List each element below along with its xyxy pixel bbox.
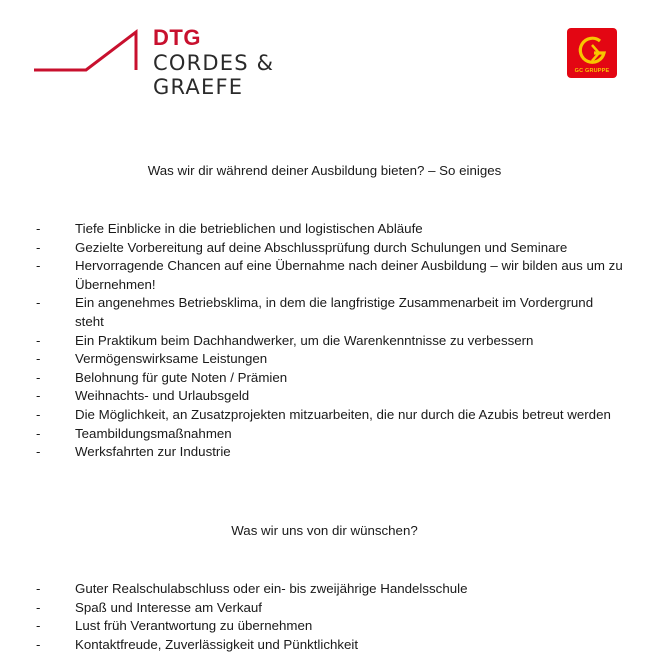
- list-bullet: -: [36, 618, 41, 634]
- list-item-text: Hervorragende Chancen auf eine Übernahme nach deiner Ausbildung – wir bilden aus um zu Übernehmen!: [75, 258, 623, 292]
- list-item: [0, 617, 649, 636]
- logo-company-text: CORDES & GRAEFE: [153, 51, 275, 99]
- list-bullet: -: [36, 444, 41, 460]
- wishes-list: [0, 580, 649, 654]
- list-bullet: -: [36, 581, 41, 596]
- list-bullet: -: [36, 295, 41, 311]
- list-bullet: -: [36, 239, 41, 255]
- list-item-text: Guter Realschulabschluss oder ein- bis zweijährige Handelsschule: [75, 581, 468, 596]
- list-bullet: -: [36, 351, 41, 367]
- list-item: [0, 425, 649, 444]
- list-item: [0, 350, 649, 369]
- list-item-text: Teambildungsmaßnahmen: [75, 425, 232, 441]
- list-item: [0, 406, 649, 425]
- list-item: [0, 387, 649, 406]
- list-bullet: -: [36, 388, 41, 404]
- list-item-text: Kontaktfreude, Zuverlässigkeit und Pünktlichkeit: [75, 636, 359, 652]
- section-heading-wishes: Was wir uns von dir wünschen?: [231, 523, 418, 538]
- list-bullet: -: [36, 369, 41, 385]
- list-item: [0, 636, 649, 655]
- list-bullet: -: [36, 258, 41, 274]
- list-item-text: Gezielte Vorbereitung auf deine Abschlussprüfung durch Schulungen und Seminare: [75, 239, 568, 255]
- list-item-text: Belohnung für gute Noten / Prämien: [75, 369, 288, 385]
- list-item: [0, 443, 649, 462]
- list-item-text: Die Möglichkeit, an Zusatzprojekten mitzuarbeiten, die nur durch die Azubis betreut werden: [75, 406, 611, 422]
- list-item: [0, 332, 649, 351]
- list-item-text: Vermögenswirksame Leistungen: [75, 351, 268, 367]
- list-bullet: -: [36, 636, 41, 652]
- list-item: [0, 294, 649, 331]
- list-item-text: Spaß und Interesse am Verkauf: [75, 599, 263, 615]
- list-item-text: Ein angenehmes Betriebsklima, in dem die langfristige Zusammenarbeit im Vordergrund steht: [75, 295, 594, 329]
- dtg-cordes-graefe-logo: [32, 24, 362, 99]
- list-item-text: Tiefe Einblicke in die betrieblichen und logistischen Abläufe: [75, 221, 423, 236]
- list-bullet: -: [36, 221, 41, 236]
- gc-gruppe-label: GC GRUPPE: [574, 68, 610, 74]
- list-item-text: Werksfahrten zur Industrie: [75, 444, 231, 460]
- list-item-text: Lust früh Verantwortung zu übernehmen: [75, 618, 313, 634]
- list-item: [0, 599, 649, 618]
- gc-gruppe-logo: [567, 28, 617, 78]
- list-item: [0, 220, 649, 239]
- list-item: [0, 580, 649, 599]
- list-item-text: Weihnachts- und Urlaubsgeld: [75, 388, 250, 404]
- list-item: [0, 257, 649, 294]
- logo-dtg-text: DTG: [153, 25, 201, 50]
- offer-list: [0, 220, 649, 462]
- roof-line-icon: [32, 24, 157, 80]
- list-bullet: -: [36, 332, 41, 348]
- list-bullet: -: [36, 406, 41, 422]
- list-item-text: Ein Praktikum beim Dachhandwerker, um die Warenkenntnisse zu verbessern: [75, 332, 534, 348]
- list-bullet: -: [36, 425, 41, 441]
- list-item: [0, 239, 649, 258]
- list-item: [0, 369, 649, 388]
- list-bullet: -: [36, 599, 41, 615]
- section-heading-offer: Was wir dir während deiner Ausbildung bieten? – So einiges: [147, 163, 502, 178]
